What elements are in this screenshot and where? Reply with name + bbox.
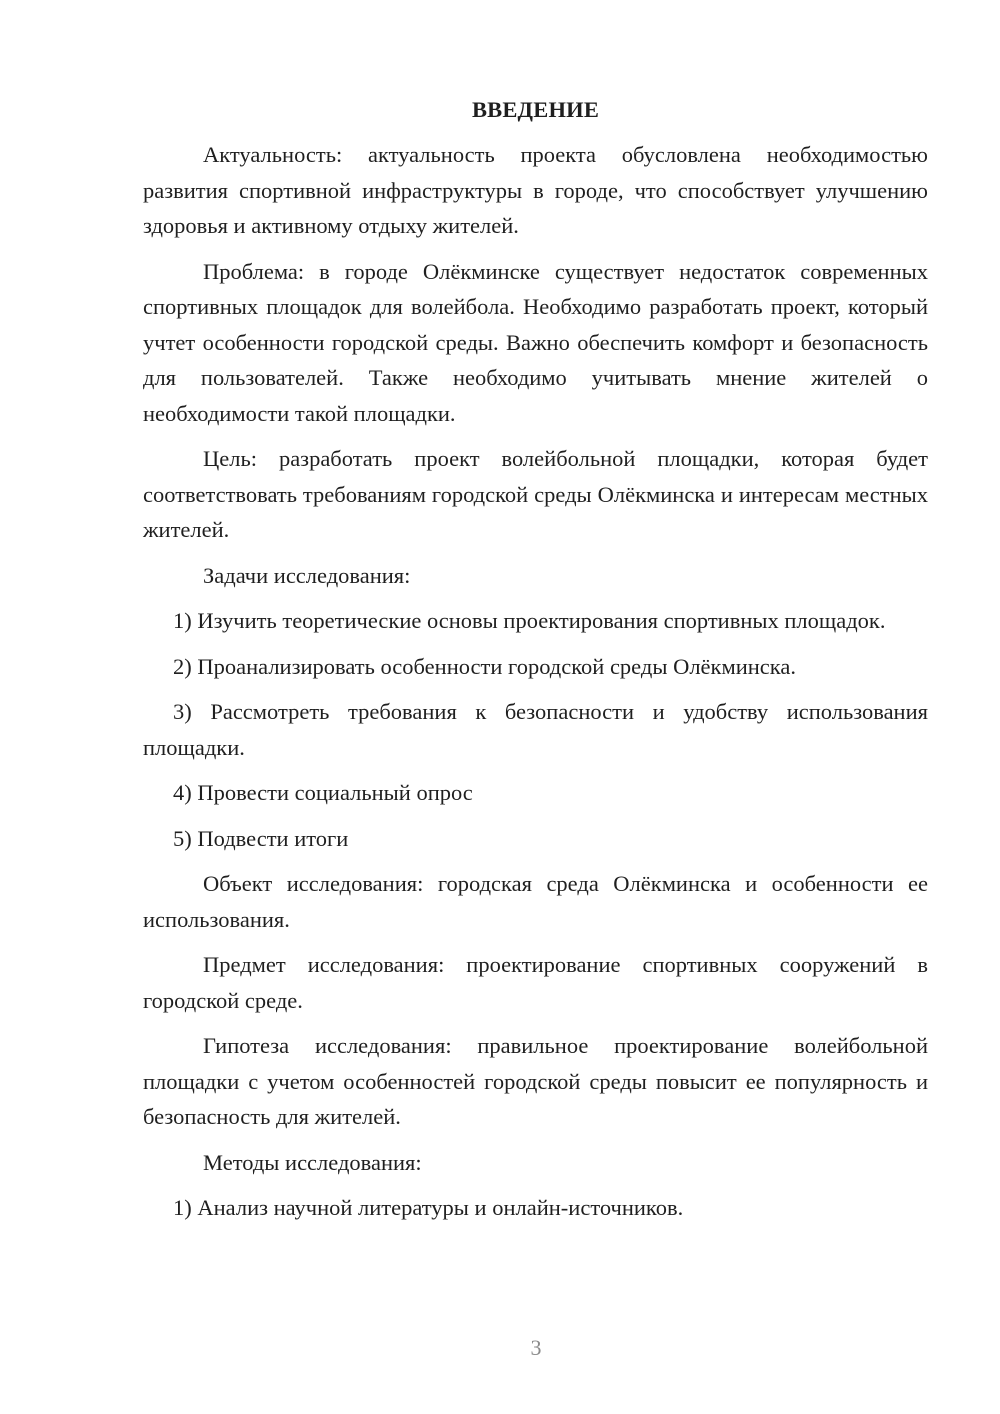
problem-paragraph: Проблема: в городе Олёкминске существует недостаток современных спортивных площадок для волейбола. Необходимо разработать проект, который учтет особенности городской среды. Важно обеспечить комфорт и безопасность для пользователей. Также необходимо учитывать мнение жителей о необходимости такой площадки. xyxy=(143,258,928,426)
object-paragraph: Объект исследования: городская среда Олёкминска и особенности ее использования. xyxy=(143,871,928,932)
hypothesis-paragraph: Гипотеза исследования: правильное проектирование волейбольной площадки с учетом особенностей городской среды повысит ее популярность и безопасность для жителей. xyxy=(143,1033,928,1129)
relevance-paragraph: Актуальность: актуальность проекта обусловлена необходимостью развития спортивной инфраструктуры в городе, что способствует улучшению здоровья и активному отдыху жителей. xyxy=(143,142,928,238)
task-item: 4) Провести социальный опрос xyxy=(173,780,473,805)
task-item: 1) Изучить теоретические основы проектирования спортивных площадок. xyxy=(173,608,886,633)
tasks-title: Задачи исследования: xyxy=(203,562,411,588)
method-item: 1) Анализ научной литературы и онлайн-источников. xyxy=(173,1195,684,1220)
goal-paragraph: Цель: разработать проект волейбольной площадки, которая будет соответствовать требованиям городской среды Олёкминска и интересам местных жителей. xyxy=(143,446,928,542)
task-item: 5) Подвести итоги xyxy=(173,825,349,851)
page-title: ВВЕДЕНИЕ xyxy=(471,97,600,122)
methods-title: Методы исследования: xyxy=(203,1149,422,1175)
page-content xyxy=(143,95,928,1236)
subject-paragraph: Предмет исследования: проектирование спортивных сооружений в городской среде. xyxy=(143,952,928,1013)
task-item: 3) Рассмотреть требования к безопасности и удобству использования площадки. xyxy=(143,699,928,760)
page-number: 3 xyxy=(530,1335,542,1360)
task-item: 2) Проанализировать особенности городской среды Олёкминска. xyxy=(173,653,796,679)
